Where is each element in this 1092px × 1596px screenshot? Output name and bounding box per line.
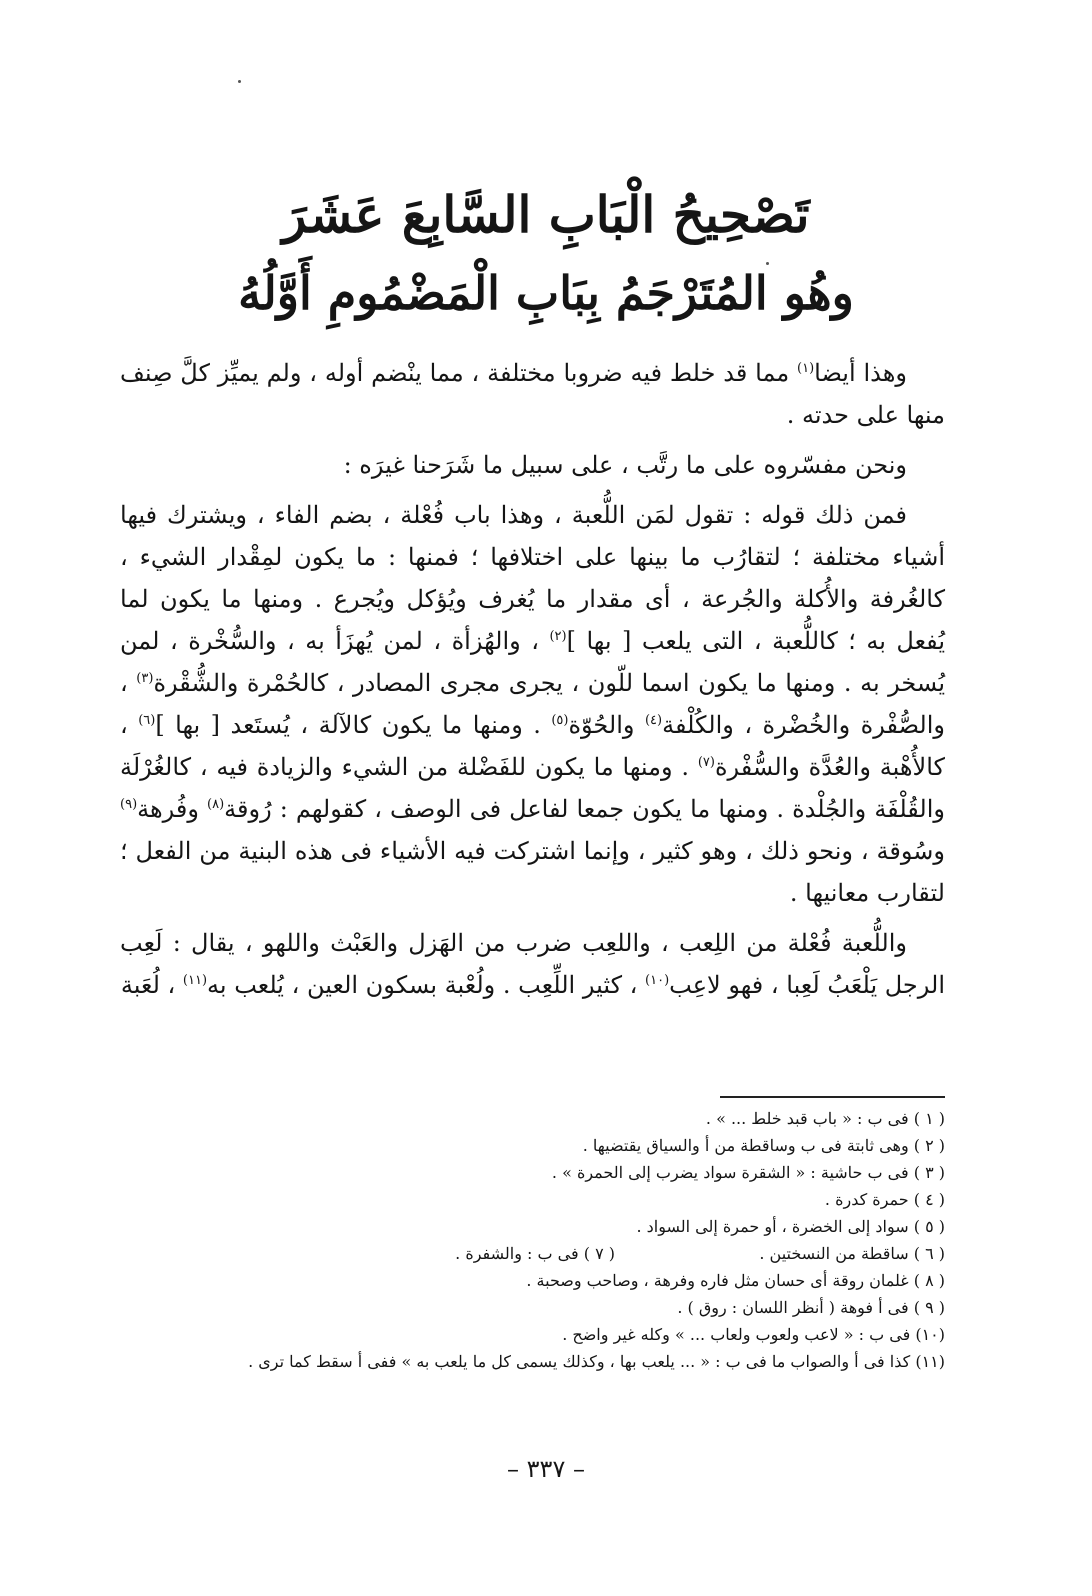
footnote-row [120,1240,945,1267]
footnote-marker: (٤) [644,713,663,728]
footnote-marker: (٩) [120,797,138,812]
paragraph-4 [120,922,945,1006]
text-run: واللُّعبة فُعْلة من اللِعب ، واللعِب ضرب من الهَزل والعَبْث واللهو ، يقال : لَعِب الرجل يَلْعَبُ لَعِبا ، فهو لاعِب [120,929,945,999]
text-run: وسُوقة ، ونحو ذلك ، وهو كثير ، وإنما اشتركت فيه الأشياء فى هذه البنية من الفعل ؛ لتقارب معانيها . [120,837,945,907]
footnote-6: ( ٦ ) ساقطة من النسختين . [759,1244,945,1263]
footnote-marker: (٥) [551,713,569,728]
footnote-marker: (٣) [136,671,154,686]
text-run: وفُرهة [137,795,208,823]
footnote-marker: (٧) [697,755,715,770]
text-run: مما قد خلط فيه ضروبا مختلفة ، مما ينْضم أوله ، ولم يميِّز كلَّ صِنف منها على حدته . [120,359,945,429]
chapter-subtitle: وهُو المُتَرْجَمُ بِبَابِ الْمَضْمُومِ أَوَّلُهُ [238,266,854,320]
text-run: . ومنها ما يكون للفَضْلة من الشيء والزيادة فيه ، كالغُرْلَة والقُلْفَة والجُلْدة . ومنها ما يكون جمعا لفاعل فى الوصف ، كقولهم : رُوقة [120,753,945,823]
footnote-4: ( ٤ ) حمرة كدرة . [824,1190,945,1209]
footnote-11: (١١) كذا فى أ والصواب ما فى ب : « ... يلعب بها ، وكذلك يسمى كل ما يلعب به » ففى أ سقط كما ترى . [248,1352,945,1371]
footnote-3: ( ٣ ) فى ب حاشية : « الشقرة سواد يضرب إلى الحمرة » . [551,1163,945,1182]
text-run: . ومنها ما يكون كالآلة ، يُستَعد [ بها ] [155,711,552,739]
text-run: ونحن مفسّروه على ما رتَّب ، على سبيل ما شَرَحنا غيرَه : [343,451,907,479]
page-number: – ٣٣٧ – [507,1455,585,1483]
footnote-7: ( ٧ ) فى ب : والشفرة . [455,1244,615,1263]
footnote-divider [720,1096,945,1098]
scan-speck [766,262,769,265]
text-run: ، كثير اللِّعِب . ولُعْبة بسكون العين ، يُلعب به [207,971,646,999]
paragraph-3 [120,494,945,914]
footnote-9: ( ٩ ) فى أ فوهة ( أنظر اللسان : روق ) . [677,1298,945,1317]
footnote-2: ( ٢ ) وهى ثابتة فى ب وساقطة من أ والسياق يقتضيها . [582,1136,945,1155]
chapter-title: تَصْحِيحُ الْبَابِ السَّابِعَ عَشَرَ [282,185,810,244]
scan-speck [238,80,241,83]
text-run: وهذا أيضا [814,359,907,387]
footnote-1: ( ١ ) فى ب : « باب قبد خلط ... » . [705,1109,945,1128]
footnotes [120,1105,945,1375]
body-text [120,352,945,1014]
footnote-marker: (٨) [207,797,225,812]
text-run: ، والهُزأة ، لمن يُهزَأ به ، والسُّخْرة ، لمن يُسخر به . ومنها ما يكون اسما للّون ، يجرى مجرى المصادر ، كالحُمْرة والشُّقْرة [120,627,946,697]
footnote-marker: (١٠) [645,973,670,988]
text-run: فمن ذلك قوله : تقول لمَن اللُّعبة ، وهذا باب فُعْلة ، بضم الفاء ، ويشترك فيها أشياء مختلفة ؛ لتقارُب ما بينها على اختلافها ؛ فمنها : ما يكون لمِقْدار الشيء ، كالغُرفة والأُكلة والجُرعة ، أى مقدار ما يُغرف ويُؤكل ويُجرع . ومنها ما يكون لما يُفعل به ؛ كاللُّعبة ، التى يلعب [ بها ] [120,501,945,655]
footnote-marker: (٦) [138,713,156,728]
footnote-5: ( ٥ ) سواد إلى الخضرة ، أو حمرة إلى السواد . [636,1217,945,1236]
footnote-marker: (١) [797,361,815,376]
footnote-8: ( ٨ ) غلمان روقة أى حسان مثل فاره وفرهة ، وصاحب وصحبة . [526,1271,945,1290]
footnote-10: (١٠) فى ب : « لاعب ولعوب ولعاب ... » وكله غير واضح . [562,1325,945,1344]
paragraph-2 [120,444,945,486]
footnote-marker: (٢) [549,629,567,644]
text-run: والحُوّة [568,711,645,739]
text-run: ، لُعَبة [120,971,183,999]
text-run: ، والصُّفْرة والخُضْرة ، والكُلْفة [120,669,946,739]
footnote-marker: (١١) [182,973,208,988]
text-run: ، كالأُهْبة والعُدَّة والسُّفْرة [120,711,945,781]
paragraph-1 [120,352,945,436]
